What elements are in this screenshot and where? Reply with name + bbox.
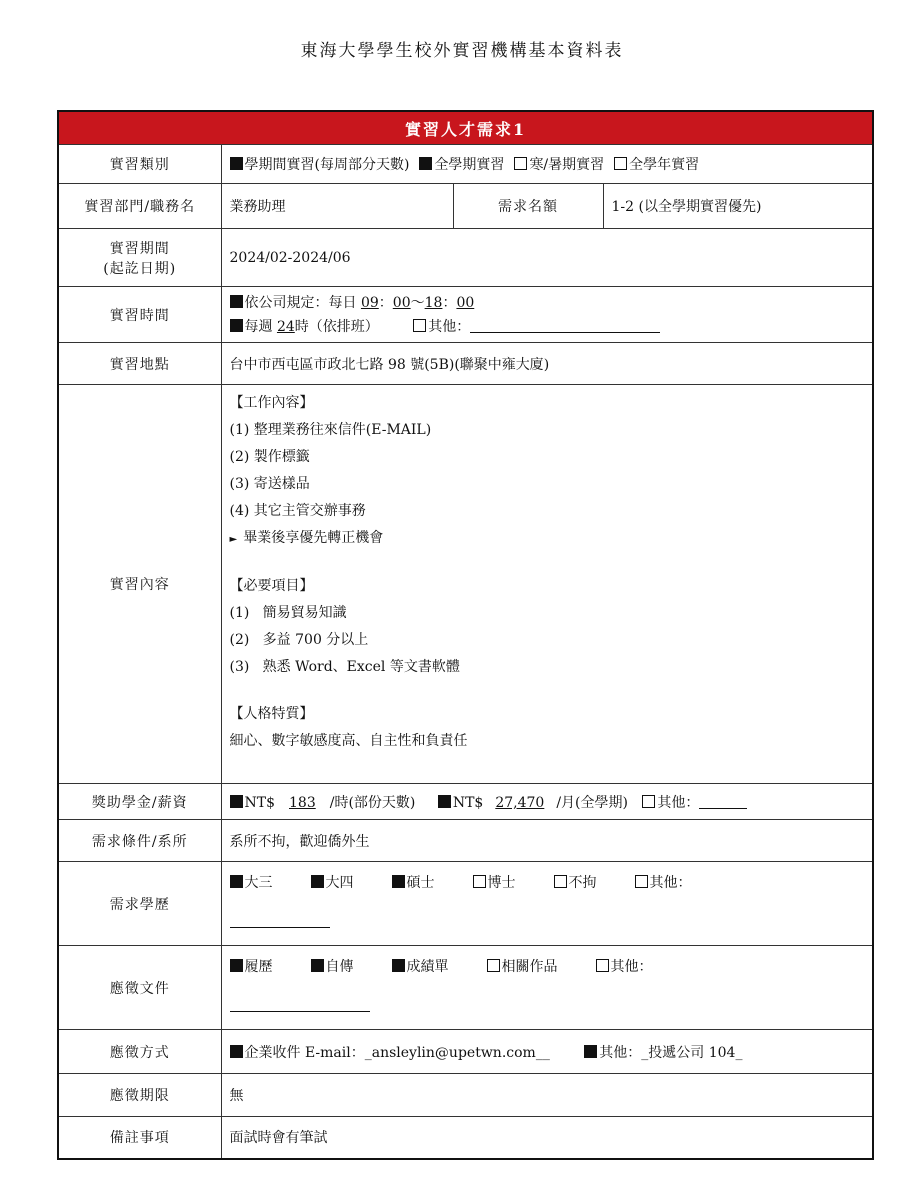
location-value: 台中市西屯區市政北七路 98 號(5B)(聯聚中雍大廈) (221, 343, 873, 385)
type-option-full-year[interactable]: 全學年實習 (614, 157, 699, 173)
checkbox-empty-icon (614, 157, 627, 170)
edu-option-senior[interactable]: 大四 (311, 875, 354, 891)
hours-value: 依公司規定：每日 09：00～18：00 每週 24時（依排班） 其他： (221, 287, 873, 343)
documents-label: 應徵文件 (58, 946, 221, 1030)
department-value: 業務助理 (221, 184, 453, 229)
doc-option-transcript[interactable]: 成績單 (392, 959, 449, 975)
work-item: (1) 整理業務往來信件(E-MAIL) (229, 422, 432, 438)
checkbox-empty-icon (514, 157, 527, 170)
checkbox-checked-icon (311, 959, 324, 972)
notes-label: 備註事項 (58, 1117, 221, 1159)
requirement-heading: 【必要項目】 (229, 578, 314, 594)
work-item: (4) 其它主管交辦事務 (229, 503, 366, 519)
documents-row (58, 946, 873, 1030)
location-row (58, 343, 873, 385)
checkbox-checked-icon (230, 1045, 243, 1058)
triangle-bullet-icon: ► (229, 534, 238, 545)
checkbox-checked-icon (230, 319, 243, 332)
doc-option-other[interactable]: 其他： (596, 959, 653, 975)
period-value: 2024/02-2024/06 (221, 229, 873, 287)
salary-other-option[interactable]: 其他： (642, 795, 747, 811)
checkbox-empty-icon (642, 795, 655, 808)
checkbox-checked-icon (438, 795, 451, 808)
checkbox-checked-icon (419, 157, 432, 170)
deadline-row (58, 1074, 873, 1117)
requirement-item: (3) 熟悉 Word、Excel 等文書軟體 (229, 659, 460, 675)
blank-line (470, 332, 660, 333)
content-label: 實習內容 (58, 385, 221, 784)
section-header: 實習人才需求1 (58, 111, 873, 145)
quota-label: 需求名額 (453, 184, 603, 229)
deadline-value: 無 (221, 1074, 873, 1117)
edu-option-other[interactable]: 其他： (635, 875, 692, 891)
blank-line (230, 1011, 370, 1012)
checkbox-checked-icon (230, 295, 243, 308)
hours-row (58, 287, 873, 343)
requirement-item: (1) 簡易貿易知識 (229, 605, 347, 621)
doc-option-resume[interactable]: 履歷 (230, 959, 273, 975)
section-header-row (58, 111, 873, 145)
notes-value: 面試時會有筆試 (221, 1117, 873, 1159)
education-options (221, 862, 873, 946)
trait-text: 細心、數字敏感度高、自主性和負責任 (229, 733, 468, 749)
checkbox-empty-icon (554, 875, 567, 888)
type-option-full-semester[interactable]: 全學期實習 (419, 157, 504, 173)
notes-row (58, 1117, 873, 1159)
edu-option-junior[interactable]: 大三 (230, 875, 273, 891)
education-row (58, 862, 873, 946)
documents-options (221, 946, 873, 1030)
period-label: 實習期間 (起訖日期) (58, 229, 221, 287)
department-requirement-value: 系所不拘，歡迎僑外生 (221, 820, 873, 862)
edu-option-master[interactable]: 碩士 (392, 875, 435, 891)
bullet-item: ► 畢業後享優先轉正機會 (229, 530, 384, 546)
apply-method-row (58, 1030, 873, 1074)
salary-label: 獎助學金/薪資 (58, 784, 221, 820)
hours-label: 實習時間 (58, 287, 221, 343)
apply-method-value: 企業收件 E-mail：_ansleylin@upetwn.com__ 其他：_投遞公司 104_ (221, 1030, 873, 1074)
work-item: (2) 製作標籤 (229, 449, 310, 465)
blank-line (230, 927, 330, 928)
checkbox-checked-icon (230, 959, 243, 972)
content-row (58, 385, 873, 784)
checkbox-empty-icon (473, 875, 486, 888)
requirement-item: (2) 多益 700 分以上 (229, 632, 369, 648)
edu-option-phd[interactable]: 博士 (473, 875, 516, 891)
period-row (58, 229, 873, 287)
checkbox-checked-icon (392, 959, 405, 972)
department-requirement-label: 需求條件/系所 (58, 820, 221, 862)
type-option-vacation[interactable]: 寒/暑期實習 (514, 157, 604, 173)
internship-form-table (57, 110, 874, 1160)
deadline-label: 應徵期限 (58, 1074, 221, 1117)
education-label: 需求學歷 (58, 862, 221, 946)
checkbox-empty-icon (487, 959, 500, 972)
department-label: 實習部門/職務名 (58, 184, 221, 229)
document-title: 東海大學學生校外實習機構基本資料表 (300, 41, 624, 61)
quota-value: 1-2 (以全學期實習優先) (603, 184, 873, 229)
blank-line (699, 808, 747, 809)
salary-row (58, 784, 873, 820)
type-option-partial[interactable]: 學期間實習(每周部分天數) (230, 157, 410, 173)
checkbox-checked-icon (584, 1045, 597, 1058)
checkbox-empty-icon (413, 319, 426, 332)
trait-heading: 【人格特質】 (229, 706, 314, 722)
work-item: (3) 寄送樣品 (229, 476, 310, 492)
doc-option-autobiography[interactable]: 自傳 (311, 959, 354, 975)
checkbox-empty-icon (635, 875, 648, 888)
salary-value: NT$ 183 /時(部份天數) NT$ 27,470 /月(全學期) 其他： (221, 784, 873, 820)
hours-other-option[interactable]: 其他： (413, 319, 660, 335)
type-options (221, 145, 873, 184)
internship-type-row (58, 145, 873, 184)
type-label: 實習類別 (58, 145, 221, 184)
department-requirement-row (58, 820, 873, 862)
checkbox-checked-icon (230, 875, 243, 888)
checkbox-checked-icon (230, 795, 243, 808)
checkbox-checked-icon (311, 875, 324, 888)
apply-method-label: 應徵方式 (58, 1030, 221, 1074)
edu-option-any[interactable]: 不拘 (554, 875, 597, 891)
doc-option-portfolio[interactable]: 相關作品 (487, 959, 558, 975)
checkbox-empty-icon (596, 959, 609, 972)
work-heading: 【工作內容】 (229, 395, 314, 411)
content-value (221, 385, 873, 784)
checkbox-checked-icon (392, 875, 405, 888)
department-row (58, 184, 873, 229)
checkbox-checked-icon (230, 157, 243, 170)
location-label: 實習地點 (58, 343, 221, 385)
